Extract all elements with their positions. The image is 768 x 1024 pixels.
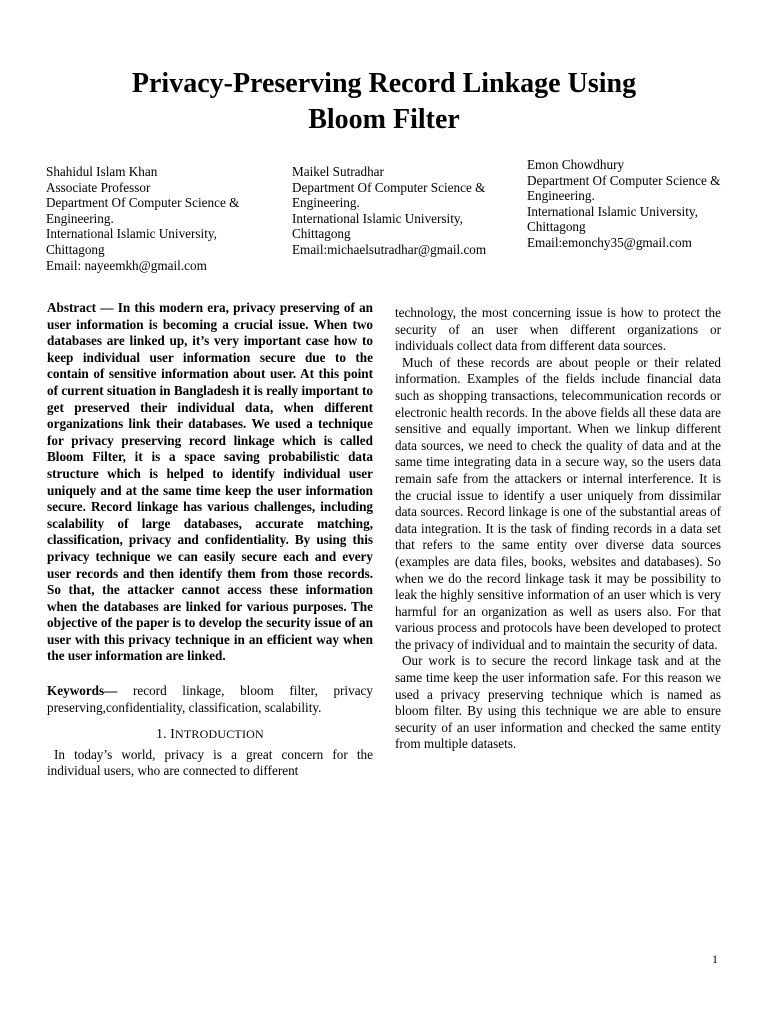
right-column (395, 305, 721, 753)
title-line-2: Bloom Filter (308, 104, 460, 135)
author-university: International Islamic University, Chittagong (292, 210, 463, 242)
author-email: Email:michaelsutradhar@gmail.com (292, 241, 487, 257)
keywords-text: record linkage, bloom filter, privacy preserving,confidentiality, classification, scalability. (47, 683, 373, 715)
author-university: International Islamic University, Chittagong (527, 203, 698, 235)
author-university: International Islamic University, Chittagong (46, 226, 217, 257)
author-email: Email:emonchy35@gmail.com (527, 234, 692, 250)
section-number: 1. (156, 726, 171, 742)
author-block-3 (527, 157, 737, 251)
author-name: Shahidul Islam Khan (46, 164, 158, 179)
body-paragraph-1: technology, the most concerning issue is how to protect the security of an user when different organizations or individuals collect data from different data sources. (395, 305, 721, 354)
intro-paragraph: In today’s world, privacy is a great concern for the individual users, who are connected to different (47, 746, 373, 779)
abstract: Abstract — In this modern era, privacy preserving of an user information is becoming a crucial issue. When two databases are linked up, it’s very important case how to keep individual user information secure due to the contain of sensitive information about user. At this point of current situation in Bangladesh it is really important to get preserved their individual data, when different organizations link their databases. We used a technique for privacy preserving record linkage which is called Bloom Filter, it is a space saving probabilistic data structure which is helped to identify individual user uniquely and at the same time keep the user information secure. Record linkage has various challenges, including scalability of large databases, accurate matching, classification, privacy and confidentiality. By using this privacy technique we can easily secure each and every user records and then identify them from those records. So that, the attacker cannot access these information when the databases are linked for various purposes. The objective of the paper is to develop the security issue of an user with this privacy technique in an efficient way when the user information are linked. (47, 300, 373, 664)
body-paragraph-3: Our work is to secure the record linkage task and at the same time keep the user information safe. For this reason we used a privacy preserving technique which is named as bloom filter. By using this technique we are able to ensure security of an user information and checked the same entity from multiple datasets. (395, 653, 721, 752)
paper-title (40, 66, 728, 138)
author-department: Department Of Computer Science & Engineering. (46, 195, 240, 226)
section-heading-introduction (47, 726, 373, 743)
section-initial: I (170, 726, 176, 742)
author-block-1 (46, 164, 276, 273)
author-department-cont: Engineering. (527, 188, 595, 204)
author-department: Department Of Computer Science & (527, 172, 721, 188)
section-title-rest: NTRODUCTION (175, 727, 264, 742)
page-number: 1 (712, 952, 718, 966)
keywords (47, 683, 373, 716)
author-name: Emon Chowdhury (527, 157, 625, 172)
author-email: Email: nayeemkh@gmail.com (46, 257, 207, 273)
author-block-2 (292, 164, 516, 258)
author-department: Department Of Computer Science & Engineering. (292, 179, 486, 211)
author-role: Associate Professor (46, 179, 151, 195)
author-name: Maikel Sutradhar (292, 164, 384, 179)
body-paragraph-2: Much of these records are about people or their related information. Examples of the fields include financial data such as shopping transactions, telecommunication records or electronic health records. In the above fields all these data are sensitive and equally important. When we linkup different data sources, we need to check the quality of data and at the same time integrating data in a secure way, so the users data remain safe from the attackers or internal interference. It is the crucial issue to identify a user uniquely from dissimilar data sources. Record linkage is one of the substantial areas of data integration. It is the task of finding records in a data set that refers to the same entity over diverse data sources (examples are data files, books, websites and databases). So when we do the record linkage task it may be possibility to leak the highly sensitive information of an user which is very harmful for an organization as well as users also. For that various process and protocols have been developed to protect the privacy of individual and to maintain the security of data. (395, 354, 721, 652)
keywords-label: Keywords— (47, 683, 118, 699)
title-line-1: Privacy-Preserving Record Linkage Using (131, 68, 637, 99)
left-column (47, 300, 373, 780)
